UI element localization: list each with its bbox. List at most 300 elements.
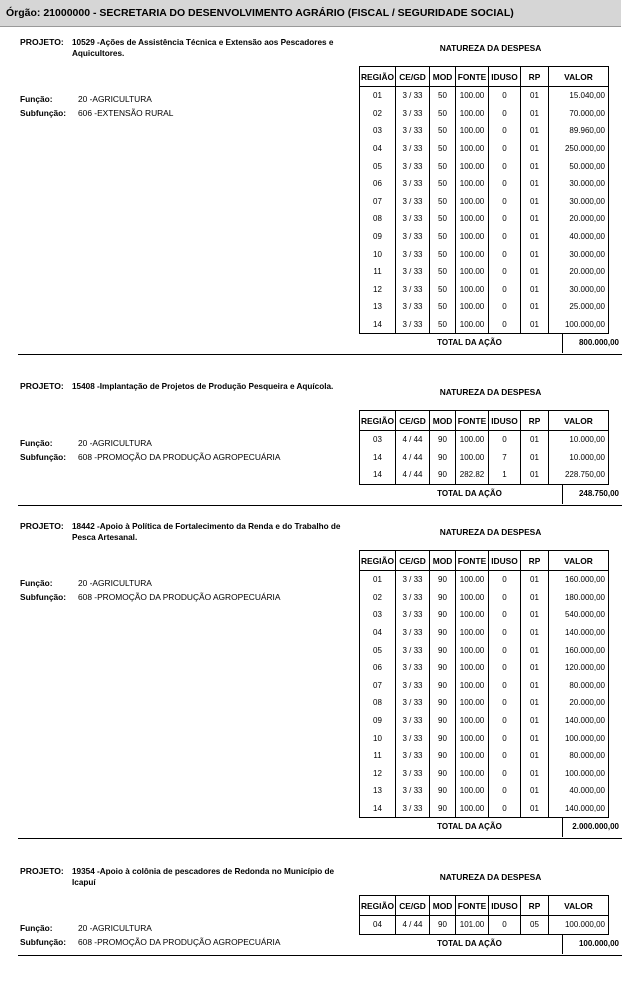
column-header: VALOR: [549, 551, 609, 571]
table-cell: 3 / 33: [396, 281, 430, 299]
table-cell: 01: [521, 87, 549, 105]
table-row: [360, 87, 609, 105]
table-cell: 01: [521, 466, 549, 484]
subfuncao-label: Subfunção:: [20, 452, 67, 462]
table-cell: 02: [360, 589, 396, 607]
table-cell: 01: [521, 641, 549, 659]
table-cell: 0: [489, 571, 521, 589]
table-cell: 10: [360, 245, 396, 263]
table-cell: 100.00: [456, 659, 489, 677]
table-cell: 3 / 33: [396, 589, 430, 607]
table-cell: 0: [489, 87, 521, 105]
table-cell: 50.000,00: [549, 157, 609, 175]
funcao-label: Função:: [20, 923, 53, 933]
funcao-value: 20 -AGRICULTURA: [78, 94, 152, 104]
table-cell: 01: [521, 765, 549, 783]
table-cell: 05: [360, 157, 396, 175]
table-cell: 20.000,00: [549, 210, 609, 228]
table-cell: 4 / 44: [396, 466, 430, 484]
table-cell: 01: [521, 210, 549, 228]
table-cell: 0: [489, 175, 521, 193]
table-cell: 100.00: [456, 606, 489, 624]
table-header-row: [360, 67, 609, 87]
subfuncao-value: 608 -PROMOÇÃO DA PRODUÇÃO AGROPECUÁRIA: [78, 592, 281, 602]
table-cell: 01: [521, 729, 549, 747]
table-cell: 0: [489, 782, 521, 800]
table-cell: 0: [489, 659, 521, 677]
expense-table: [359, 895, 609, 935]
table-cell: 90: [430, 782, 456, 800]
column-header: VALOR: [549, 896, 609, 916]
table-cell: 01: [360, 87, 396, 105]
table-cell: 01: [521, 316, 549, 334]
natureza-heading: NATUREZA DA DESPESA: [439, 43, 542, 53]
table-row: [360, 281, 609, 299]
table-cell: 250.000,00: [549, 140, 609, 158]
table-row: [360, 677, 609, 695]
total-label: TOTAL DA AÇÃO: [437, 822, 502, 832]
table-cell: 50: [430, 316, 456, 334]
table-cell: 50: [430, 140, 456, 158]
column-header: FONTE: [456, 411, 489, 431]
table-cell: 100.00: [456, 571, 489, 589]
table-cell: 140.000,00: [549, 712, 609, 730]
total-row: [359, 484, 622, 504]
table-cell: 90: [430, 624, 456, 642]
table-cell: 140.000,00: [549, 624, 609, 642]
table-cell: 3 / 33: [396, 140, 430, 158]
table-cell: 10: [360, 729, 396, 747]
project-title: 15408 -Implantação de Projetos de Produção Pesqueira e Aquícola.: [72, 382, 334, 391]
table-cell: 10.000,00: [549, 449, 609, 467]
table-row: [360, 193, 609, 211]
table-cell: 540.000,00: [549, 606, 609, 624]
funcao-value: 20 -AGRICULTURA: [78, 578, 152, 588]
table-cell: 0: [489, 281, 521, 299]
table-cell: 01: [521, 122, 549, 140]
table-row: [360, 175, 609, 193]
column-header: MOD: [430, 551, 456, 571]
column-header: REGIÃO: [360, 551, 396, 571]
column-header: CE/GD: [396, 896, 430, 916]
column-header: FONTE: [456, 896, 489, 916]
table-cell: 12: [360, 281, 396, 299]
table-cell: 3 / 33: [396, 641, 430, 659]
table-cell: 100.00: [456, 712, 489, 730]
table-cell: 0: [489, 624, 521, 642]
table-cell: 0: [489, 228, 521, 246]
table-cell: 50: [430, 228, 456, 246]
table-row: [360, 782, 609, 800]
table-cell: 50: [430, 87, 456, 105]
table-cell: 11: [360, 747, 396, 765]
subfuncao-label: Subfunção:: [20, 937, 67, 947]
project-section: [18, 521, 622, 839]
table-cell: 01: [521, 747, 549, 765]
table-cell: 100.00: [456, 105, 489, 123]
subfuncao-value: 606 -EXTENSÃO RURAL: [78, 108, 174, 118]
column-header: IDUSO: [489, 896, 521, 916]
table-cell: 120.000,00: [549, 659, 609, 677]
total-value: 248.750,00: [562, 484, 622, 504]
table-cell: 90: [430, 765, 456, 783]
table-header-row: [360, 896, 609, 916]
table-cell: 06: [360, 659, 396, 677]
table-row: [360, 624, 609, 642]
column-header: RP: [521, 411, 549, 431]
table-cell: 50: [430, 175, 456, 193]
subfuncao-value: 608 -PROMOÇÃO DA PRODUÇÃO AGROPECUÁRIA: [78, 937, 281, 947]
column-header: CE/GD: [396, 411, 430, 431]
table-row: [360, 659, 609, 677]
table-cell: 70.000,00: [549, 105, 609, 123]
table-cell: 90: [430, 800, 456, 818]
table-cell: 3 / 33: [396, 105, 430, 123]
table-cell: 01: [521, 624, 549, 642]
table-cell: 14: [360, 800, 396, 818]
table-cell: 05: [521, 916, 549, 935]
table-cell: 90: [430, 712, 456, 730]
table-cell: 04: [360, 916, 396, 935]
table-cell: 14: [360, 449, 396, 467]
table-cell: 1: [489, 466, 521, 484]
table-cell: 100.00: [456, 641, 489, 659]
table-row: [360, 210, 609, 228]
table-cell: 0: [489, 263, 521, 281]
table-cell: 100.00: [456, 87, 489, 105]
table-cell: 3 / 33: [396, 122, 430, 140]
table-cell: 40.000,00: [549, 782, 609, 800]
column-header: IDUSO: [489, 411, 521, 431]
table-cell: 100.00: [456, 694, 489, 712]
table-row: [360, 431, 609, 449]
table-cell: 3 / 33: [396, 729, 430, 747]
table-cell: 0: [489, 694, 521, 712]
table-cell: 101.00: [456, 916, 489, 935]
table-row: [360, 298, 609, 316]
table-cell: 11: [360, 263, 396, 281]
table-cell: 90: [430, 916, 456, 935]
table-cell: 04: [360, 140, 396, 158]
table-cell: 3 / 33: [396, 87, 430, 105]
table-row: [360, 747, 609, 765]
table-cell: 0: [489, 210, 521, 228]
project-title: 10529 -Ações de Assistência Técnica e Extensão aos Pescadores e Aquicultores.: [72, 38, 334, 58]
table-cell: 100.00: [456, 157, 489, 175]
table-row: [360, 729, 609, 747]
table-cell: 282.82: [456, 466, 489, 484]
table-cell: 3 / 33: [396, 677, 430, 695]
table-cell: 50: [430, 157, 456, 175]
total-label: TOTAL DA AÇÃO: [437, 488, 502, 498]
table-header-row: [360, 551, 609, 571]
table-cell: 3 / 33: [396, 298, 430, 316]
table-cell: 0: [489, 245, 521, 263]
table-cell: 01: [521, 245, 549, 263]
table-cell: 07: [360, 677, 396, 695]
table-cell: 01: [521, 193, 549, 211]
total-row: [359, 934, 622, 954]
table-cell: 100.00: [456, 245, 489, 263]
total-label: TOTAL DA AÇÃO: [437, 338, 502, 348]
table-cell: 01: [521, 281, 549, 299]
table-cell: 100.00: [456, 316, 489, 334]
table-cell: 4 / 44: [396, 916, 430, 935]
table-cell: 01: [521, 800, 549, 818]
table-cell: 0: [489, 193, 521, 211]
table-cell: 08: [360, 694, 396, 712]
table-cell: 0: [489, 641, 521, 659]
table-row: [360, 449, 609, 467]
table-cell: 07: [360, 193, 396, 211]
table-cell: 3 / 33: [396, 228, 430, 246]
table-cell: 50: [430, 281, 456, 299]
natureza-heading: NATUREZA DA DESPESA: [439, 387, 542, 397]
table-cell: 3 / 33: [396, 747, 430, 765]
table-cell: 30.000,00: [549, 245, 609, 263]
table-cell: 04: [360, 624, 396, 642]
table-cell: 160.000,00: [549, 571, 609, 589]
table-cell: 3 / 33: [396, 659, 430, 677]
table-cell: 0: [489, 589, 521, 607]
table-cell: 100.00: [456, 298, 489, 316]
table-cell: 03: [360, 606, 396, 624]
table-cell: 100.00: [456, 140, 489, 158]
table-row: [360, 694, 609, 712]
table-cell: 100.000,00: [549, 765, 609, 783]
table-row: [360, 263, 609, 281]
table-cell: 100.00: [456, 431, 489, 449]
table-cell: 90: [430, 694, 456, 712]
table-row: [360, 589, 609, 607]
table-row: [360, 245, 609, 263]
table-cell: 0: [489, 800, 521, 818]
table-row: [360, 140, 609, 158]
table-cell: 90: [430, 641, 456, 659]
table-cell: 3 / 33: [396, 800, 430, 818]
project-label: PROJETO:: [20, 866, 64, 876]
project-label: PROJETO:: [20, 521, 64, 531]
table-cell: 3 / 33: [396, 694, 430, 712]
table-cell: 0: [489, 431, 521, 449]
column-header: CE/GD: [396, 551, 430, 571]
subfuncao-label: Subfunção:: [20, 592, 67, 602]
column-header: IDUSO: [489, 67, 521, 87]
table-cell: 01: [521, 263, 549, 281]
table-cell: 100.000,00: [549, 729, 609, 747]
table-cell: 06: [360, 175, 396, 193]
column-header: FONTE: [456, 551, 489, 571]
column-header: RP: [521, 896, 549, 916]
table-cell: 40.000,00: [549, 228, 609, 246]
total-row: [359, 817, 622, 837]
table-cell: 15.040,00: [549, 87, 609, 105]
table-cell: 100.000,00: [549, 916, 609, 935]
table-cell: 0: [489, 916, 521, 935]
column-header: FONTE: [456, 67, 489, 87]
table-cell: 30.000,00: [549, 281, 609, 299]
table-cell: 100.000,00: [549, 316, 609, 334]
table-cell: 90: [430, 449, 456, 467]
table-cell: 0: [489, 765, 521, 783]
table-row: [360, 228, 609, 246]
table-row: [360, 606, 609, 624]
table-cell: 100.00: [456, 765, 489, 783]
table-cell: 0: [489, 729, 521, 747]
total-label: TOTAL DA AÇÃO: [437, 938, 502, 948]
table-cell: 09: [360, 712, 396, 730]
total-row: [359, 333, 622, 353]
table-cell: 05: [360, 641, 396, 659]
table-cell: 20.000,00: [549, 694, 609, 712]
table-cell: 50: [430, 298, 456, 316]
table-cell: 100.00: [456, 624, 489, 642]
table-cell: 3 / 33: [396, 210, 430, 228]
table-cell: 80.000,00: [549, 677, 609, 695]
project-title: 19354 -Apoio à colônia de pescadores de Redonda no Município de Icapuí: [72, 867, 335, 887]
table-cell: 01: [521, 105, 549, 123]
table-cell: 01: [521, 677, 549, 695]
table-row: [360, 466, 609, 484]
column-header: VALOR: [549, 67, 609, 87]
table-cell: 01: [521, 431, 549, 449]
table-cell: 180.000,00: [549, 589, 609, 607]
table-cell: 01: [521, 298, 549, 316]
table-cell: 3 / 33: [396, 571, 430, 589]
table-cell: 100.00: [456, 122, 489, 140]
table-cell: 90: [430, 747, 456, 765]
table-cell: 25.000,00: [549, 298, 609, 316]
table-row: [360, 765, 609, 783]
table-cell: 0: [489, 157, 521, 175]
table-row: [360, 105, 609, 123]
table-row: [360, 157, 609, 175]
table-cell: 13: [360, 782, 396, 800]
table-cell: 4 / 44: [396, 431, 430, 449]
table-cell: 01: [521, 659, 549, 677]
table-cell: 14: [360, 466, 396, 484]
table-row: [360, 800, 609, 818]
table-cell: 90: [430, 606, 456, 624]
column-header: REGIÃO: [360, 67, 396, 87]
orgao-header: Órgão: 21000000 - SECRETARIA DO DESENVOLVIMENTO AGRÁRIO (FISCAL / SEGURIDADE SOCIAL): [0, 0, 621, 27]
table-cell: 90: [430, 571, 456, 589]
table-cell: 3 / 33: [396, 624, 430, 642]
table-cell: 90: [430, 677, 456, 695]
table-cell: 7: [489, 449, 521, 467]
table-cell: 01: [521, 175, 549, 193]
table-cell: 0: [489, 677, 521, 695]
table-cell: 0: [489, 140, 521, 158]
table-cell: 80.000,00: [549, 747, 609, 765]
table-cell: 50: [430, 263, 456, 281]
column-header: RP: [521, 67, 549, 87]
table-cell: 01: [521, 606, 549, 624]
table-cell: 01: [521, 782, 549, 800]
project-section: [18, 866, 622, 956]
table-cell: 09: [360, 228, 396, 246]
table-cell: 0: [489, 747, 521, 765]
table-cell: 3 / 33: [396, 606, 430, 624]
table-cell: 20.000,00: [549, 263, 609, 281]
table-cell: 0: [489, 105, 521, 123]
table-cell: 3 / 33: [396, 175, 430, 193]
table-cell: 01: [521, 589, 549, 607]
project-label: PROJETO:: [20, 37, 64, 47]
table-cell: 90: [430, 466, 456, 484]
table-cell: 03: [360, 122, 396, 140]
table-cell: 228.750,00: [549, 466, 609, 484]
table-row: [360, 712, 609, 730]
column-header: CE/GD: [396, 67, 430, 87]
funcao-value: 20 -AGRICULTURA: [78, 923, 152, 933]
project-section: [18, 37, 622, 355]
natureza-heading: NATUREZA DA DESPESA: [439, 872, 542, 882]
table-cell: 30.000,00: [549, 175, 609, 193]
table-cell: 90: [430, 729, 456, 747]
total-value: 2.000.000,00: [562, 817, 622, 837]
table-cell: 01: [521, 712, 549, 730]
table-cell: 89.960,00: [549, 122, 609, 140]
table-cell: 03: [360, 431, 396, 449]
table-cell: 3 / 33: [396, 316, 430, 334]
funcao-value: 20 -AGRICULTURA: [78, 438, 152, 448]
column-header: REGIÃO: [360, 896, 396, 916]
column-header: MOD: [430, 411, 456, 431]
table-cell: 140.000,00: [549, 800, 609, 818]
table-cell: 90: [430, 431, 456, 449]
table-cell: 01: [521, 140, 549, 158]
table-cell: 50: [430, 105, 456, 123]
funcao-label: Função:: [20, 438, 53, 448]
funcao-label: Função:: [20, 94, 53, 104]
project-section: [18, 381, 622, 506]
project-label: PROJETO:: [20, 381, 64, 391]
column-header: VALOR: [549, 411, 609, 431]
subfuncao-value: 608 -PROMOÇÃO DA PRODUÇÃO AGROPECUÁRIA: [78, 452, 281, 462]
total-value: 100.000,00: [562, 934, 622, 954]
table-cell: 100.00: [456, 263, 489, 281]
column-header: REGIÃO: [360, 411, 396, 431]
table-cell: 100.00: [456, 729, 489, 747]
table-cell: 4 / 44: [396, 449, 430, 467]
funcao-label: Função:: [20, 578, 53, 588]
expense-table: [359, 550, 609, 818]
table-cell: 100.00: [456, 677, 489, 695]
table-cell: 01: [521, 571, 549, 589]
table-cell: 3 / 33: [396, 712, 430, 730]
table-row: [360, 122, 609, 140]
table-cell: 0: [489, 712, 521, 730]
table-cell: 3 / 33: [396, 263, 430, 281]
table-cell: 100.00: [456, 228, 489, 246]
table-cell: 14: [360, 316, 396, 334]
table-cell: 0: [489, 122, 521, 140]
table-row: [360, 316, 609, 334]
expense-table: [359, 66, 609, 334]
table-cell: 0: [489, 298, 521, 316]
table-cell: 100.00: [456, 800, 489, 818]
table-cell: 30.000,00: [549, 193, 609, 211]
table-cell: 90: [430, 659, 456, 677]
column-header: MOD: [430, 67, 456, 87]
table-cell: 13: [360, 298, 396, 316]
table-cell: 160.000,00: [549, 641, 609, 659]
table-header-row: [360, 411, 609, 431]
column-header: RP: [521, 551, 549, 571]
table-cell: 3 / 33: [396, 245, 430, 263]
natureza-heading: NATUREZA DA DESPESA: [439, 527, 542, 537]
